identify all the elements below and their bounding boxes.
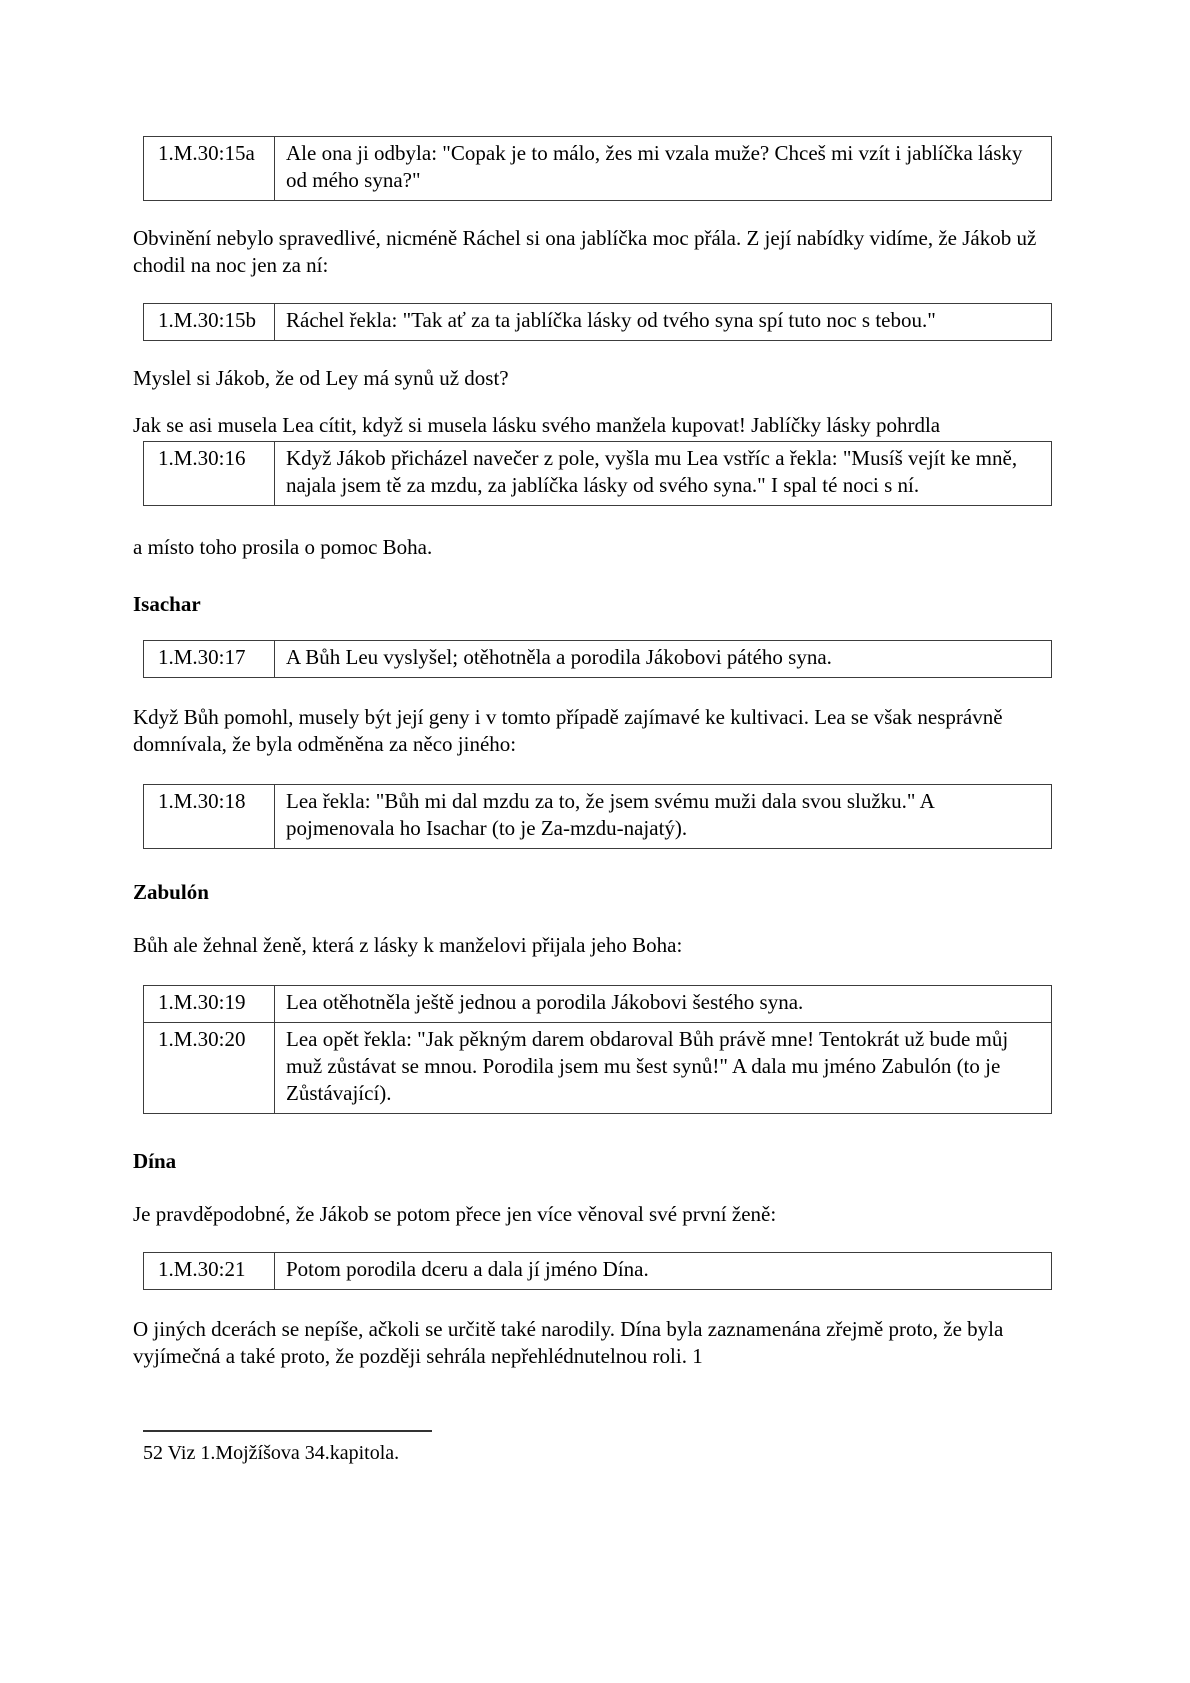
verse-text: Potom porodila dceru a dala jí jméno Dína. bbox=[275, 1253, 1052, 1290]
paragraph-commentary: Jak se asi musela Lea cítit, když si musela lásku svého manžela kupovat! Jablíčky lásky pohrdla bbox=[133, 413, 941, 437]
verse-table-17 bbox=[143, 640, 1052, 678]
section-heading-dina: Dína bbox=[133, 1149, 177, 1173]
paragraph-commentary: Myslel si Jákob, že od Ley má synů už dost? bbox=[133, 366, 509, 390]
paragraph-commentary: Je pravděpodobné, že Jákob se potom přece jen více věnoval své první ženě: bbox=[133, 1202, 777, 1226]
verse-text: A Bůh Leu vyslyšel; otěhotněla a porodila Jákobovi pátého syna. bbox=[275, 641, 1052, 678]
paragraph-commentary: Když Bůh pomohl, musely být její geny i v tomto případě zajímavé ke kultivaci. Lea se však nesprávně domnívala, že byla odměněna za něco jiného: bbox=[133, 705, 1003, 756]
verse-table-21 bbox=[143, 1252, 1052, 1290]
table-row bbox=[144, 785, 1052, 849]
verse-ref: 1.M.30:16 bbox=[144, 442, 275, 506]
verse-text: Ale ona ji odbyla: "Copak je to málo, žes mi vzala muže? Chceš mi vzít i jablíčka lásky od mého syna?" bbox=[275, 137, 1052, 201]
section-heading-isachar: Isachar bbox=[133, 592, 201, 616]
table-row bbox=[144, 641, 1052, 678]
verse-text: Lea opět řekla: "Jak pěkným darem obdaroval Bůh právě mne! Tentokrát už bude můj muž zůstávat se mnou. Porodila jsem mu šest synů!" A dala mu jméno Zabulón (to je Zůstávající). bbox=[275, 1023, 1052, 1114]
verse-text: Ráchel řekla: "Tak ať za ta jablíčka lásky od tvého syna spí tuto noc s tebou." bbox=[275, 304, 1052, 341]
paragraph-commentary: O jiných dcerách se nepíše, ačkoli se určitě také narodily. Dína byla zaznamenána zřejmě proto, že byla vyjímečná a také proto, že později sehrála nepřehlédnutelnou roli. 1 bbox=[133, 1317, 1004, 1368]
footnote-text: 52 Viz 1.Mojžíšova 34.kapitola. bbox=[143, 1442, 400, 1464]
verse-text: Když Jákob přicházel navečer z pole, vyšla mu Lea vstříc a řekla: "Musíš vejít ke mně, najala jsem tě za mzdu, za jablíčka lásky od svého syna." I spal té noci s ní. bbox=[275, 442, 1052, 506]
verse-table-19-20 bbox=[143, 985, 1052, 1114]
verse-table-15b bbox=[143, 303, 1052, 341]
verse-ref: 1.M.30:18 bbox=[144, 785, 275, 849]
table-row bbox=[144, 442, 1052, 506]
paragraph-commentary: Obvinění nebylo spravedlivé, nicméně Ráchel si ona jablíčka moc přála. Z její nabídky vidíme, že Jákob už chodil na noc jen za ní: bbox=[133, 226, 1037, 277]
verse-table-16 bbox=[143, 441, 1052, 506]
verse-ref: 1.M.30:15a bbox=[144, 137, 275, 201]
footnote-separator bbox=[143, 1430, 432, 1432]
table-row bbox=[144, 1253, 1052, 1290]
paragraph-commentary: Bůh ale žehnal ženě, která z lásky k manželovi přijala jeho Boha: bbox=[133, 933, 683, 957]
table-row bbox=[144, 1023, 1052, 1114]
paragraph-commentary: a místo toho prosila o pomoc Boha. bbox=[133, 535, 433, 559]
verse-text: Lea otěhotněla ještě jednou a porodila Jákobovi šestého syna. bbox=[275, 986, 1052, 1023]
verse-table-15a bbox=[143, 136, 1052, 201]
table-row bbox=[144, 137, 1052, 201]
section-heading-zabulon: Zabulón bbox=[133, 880, 209, 904]
verse-ref: 1.M.30:17 bbox=[144, 641, 275, 678]
verse-ref: 1.M.30:20 bbox=[144, 1023, 275, 1114]
table-row bbox=[144, 986, 1052, 1023]
verse-ref: 1.M.30:19 bbox=[144, 986, 275, 1023]
verse-table-18 bbox=[143, 784, 1052, 849]
verse-ref: 1.M.30:21 bbox=[144, 1253, 275, 1290]
verse-ref: 1.M.30:15b bbox=[144, 304, 275, 341]
table-row bbox=[144, 304, 1052, 341]
verse-text: Lea řekla: "Bůh mi dal mzdu za to, že jsem svému muži dala svou služku." A pojmenovala ho Isachar (to je Za-mzdu-najatý). bbox=[275, 785, 1052, 849]
